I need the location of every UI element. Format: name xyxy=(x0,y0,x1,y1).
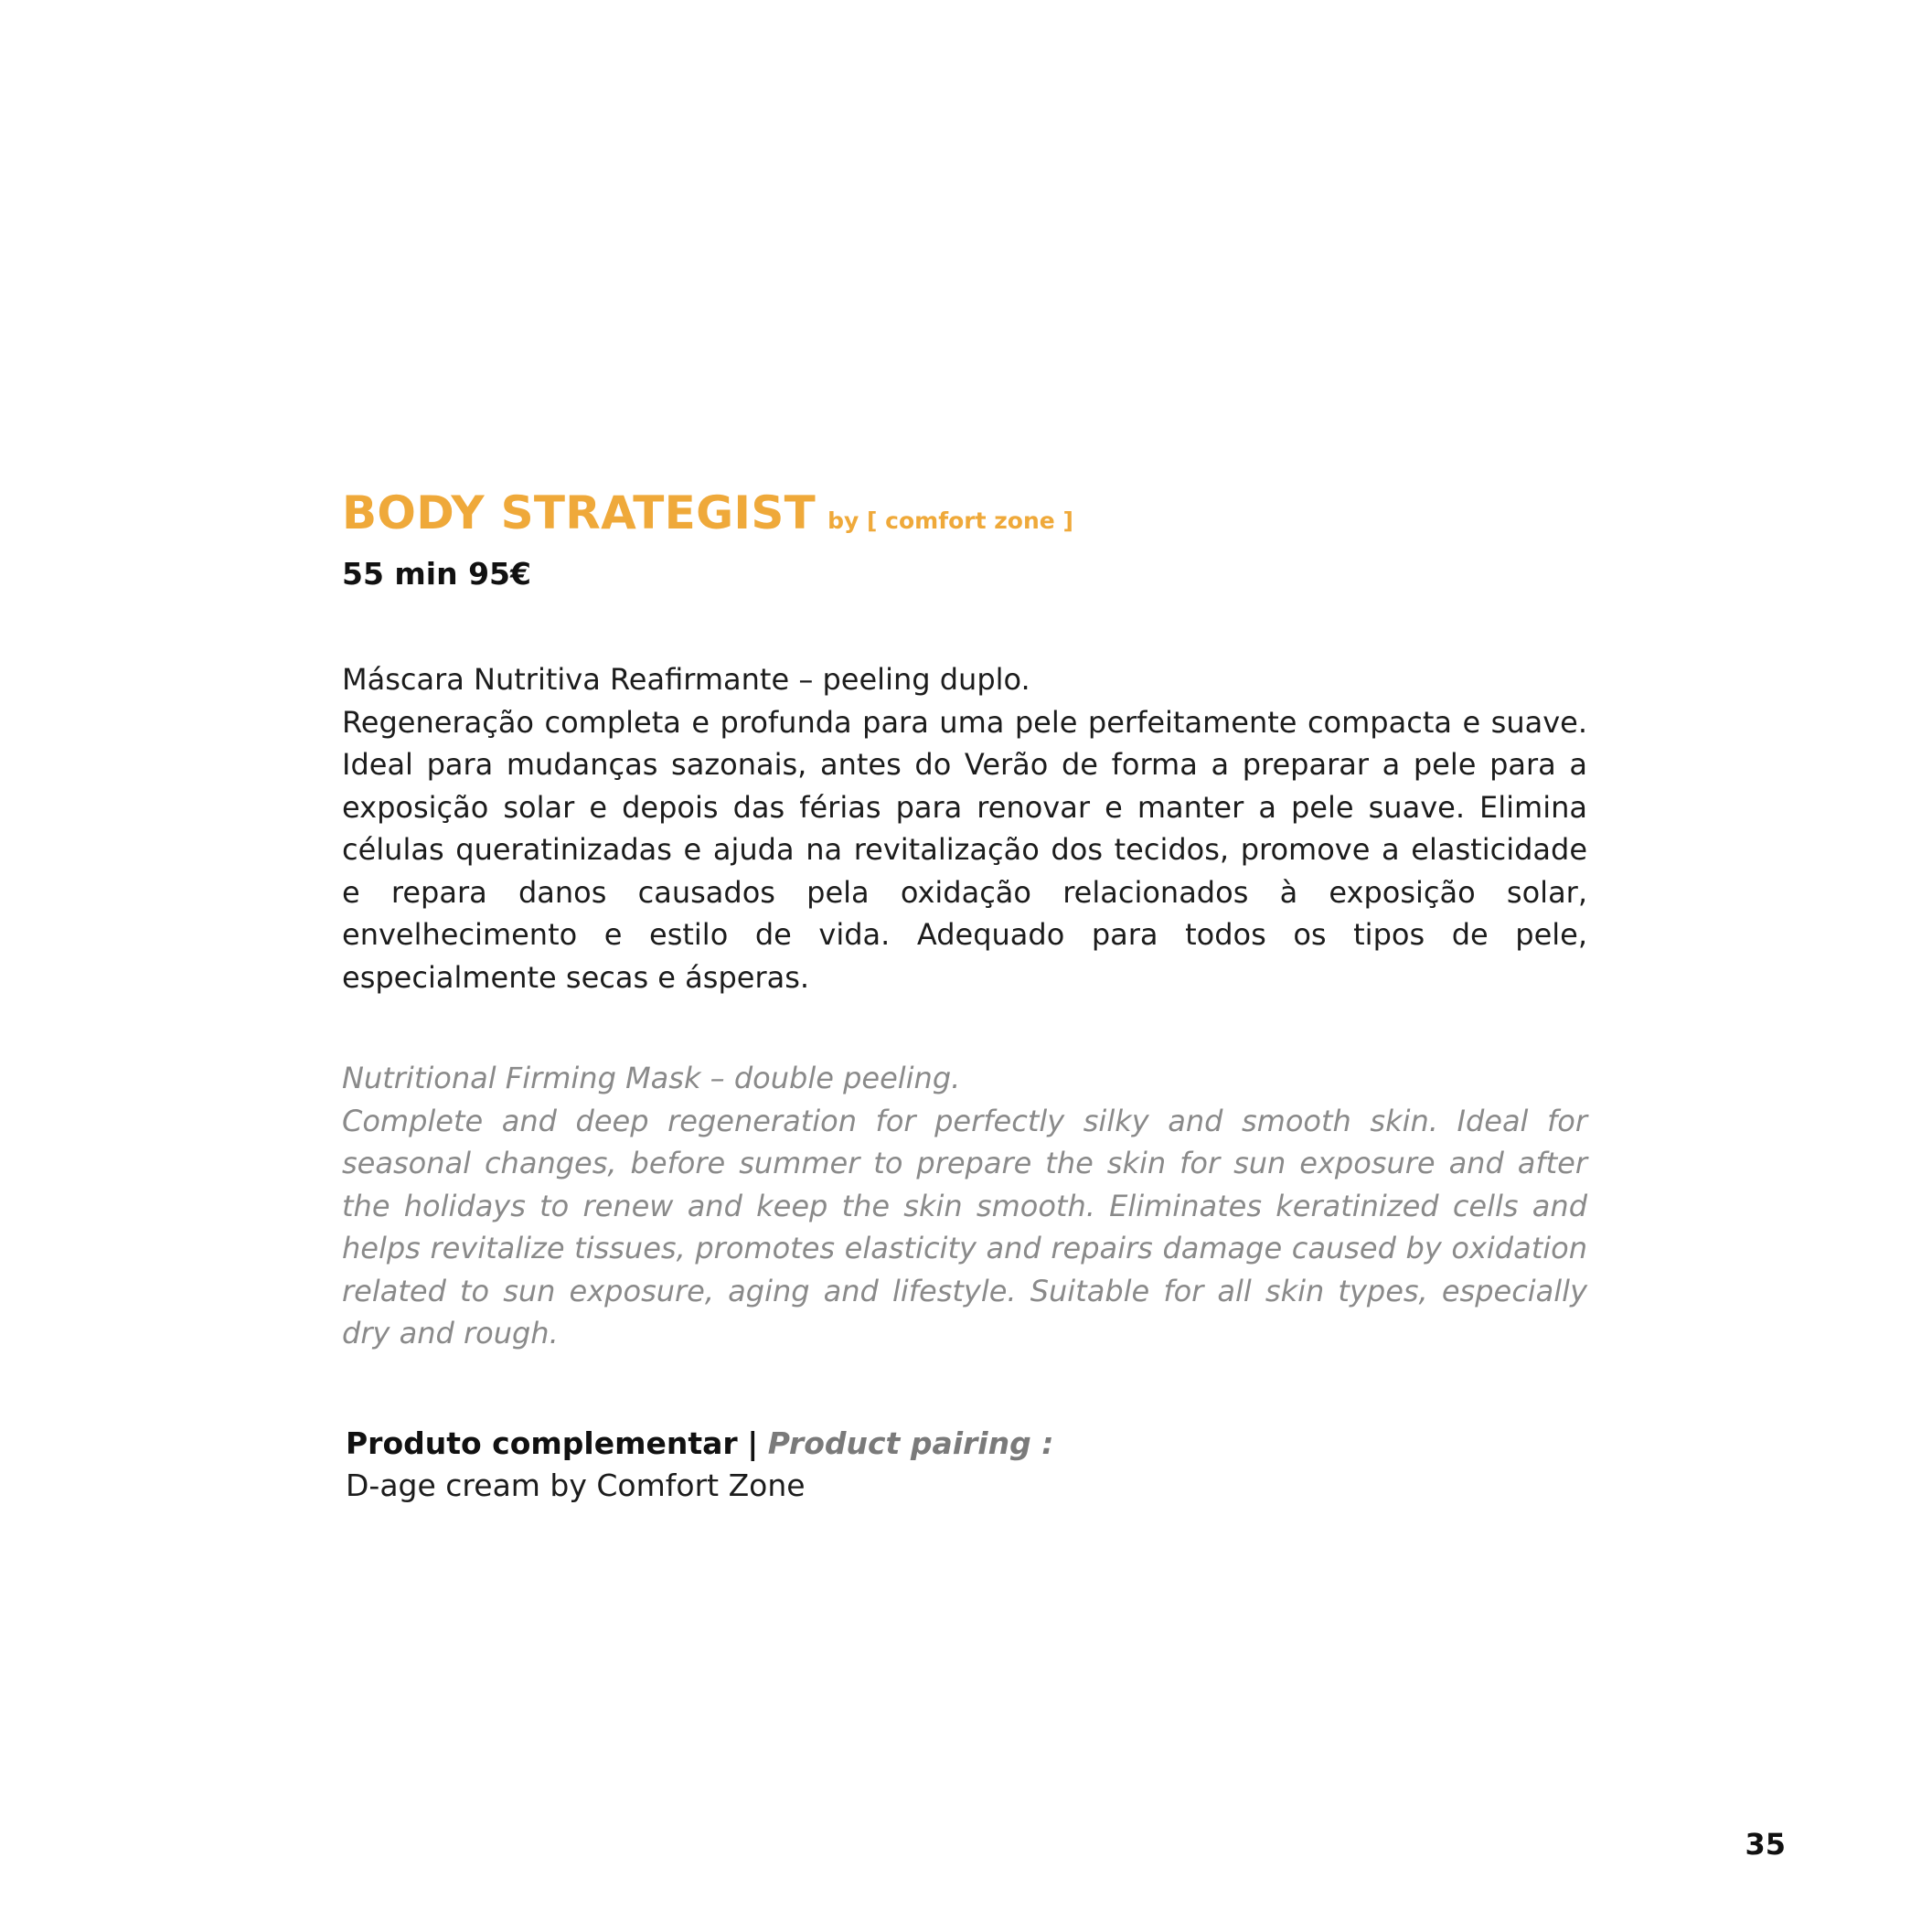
description-portuguese xyxy=(342,658,1587,998)
pairing-label-en: Product pairing : xyxy=(767,1425,1054,1461)
description-en-intro: Nutritional Firming Mask – double peeling. xyxy=(342,1061,961,1095)
description-pt-body: Regeneração completa e profunda para uma pele perfeitamente compacta e suave. Ideal para mudanças sazonais, antes do Verão de forma a preparar a pele para a exposição solar e depois das férias para renovar e manter a pele suave. Elimina células queratinizadas e ajuda na revitalização dos tecidos, promove a elasticidade e repara danos causados pela oxidação relacionados à exposição solar, envelhecimento e estilo de vida. Adequado para todos os tipos de pele, especialmente secas e ásperas. xyxy=(342,704,1587,995)
description-english xyxy=(342,1057,1587,1355)
treatment-title: BODY STRATEGIST xyxy=(342,486,817,539)
page-number: 35 xyxy=(1745,1827,1786,1862)
pairing-label-pt: Produto complementar xyxy=(346,1425,738,1461)
product-pairing xyxy=(346,1423,1587,1508)
duration-price: 55 min 95€ xyxy=(342,556,531,592)
treatment-section xyxy=(342,485,1587,1508)
pairing-separator: | xyxy=(747,1425,759,1461)
treatment-heading xyxy=(342,485,1587,552)
description-pt-intro: Máscara Nutritiva Reafirmante – peeling duplo. xyxy=(342,662,1030,697)
description-en-body: Complete and deep regeneration for perfectly silky and smooth skin. Ideal for seasonal changes, before summer to prepare the skin for sun exposure and after the holidays to renew and keep the skin smooth. Eliminates keratinized cells and helps revitalize tissues, promotes elasticity and repairs damage caused by oxidation related to sun exposure, aging and lifestyle. Suitable for all skin types, especially dry and rough. xyxy=(342,1103,1587,1350)
pairing-heading xyxy=(346,1423,1587,1466)
treatment-brand: by [ comfort zone ] xyxy=(827,507,1073,534)
pairing-product-name: D-age cream by Comfort Zone xyxy=(346,1468,806,1503)
